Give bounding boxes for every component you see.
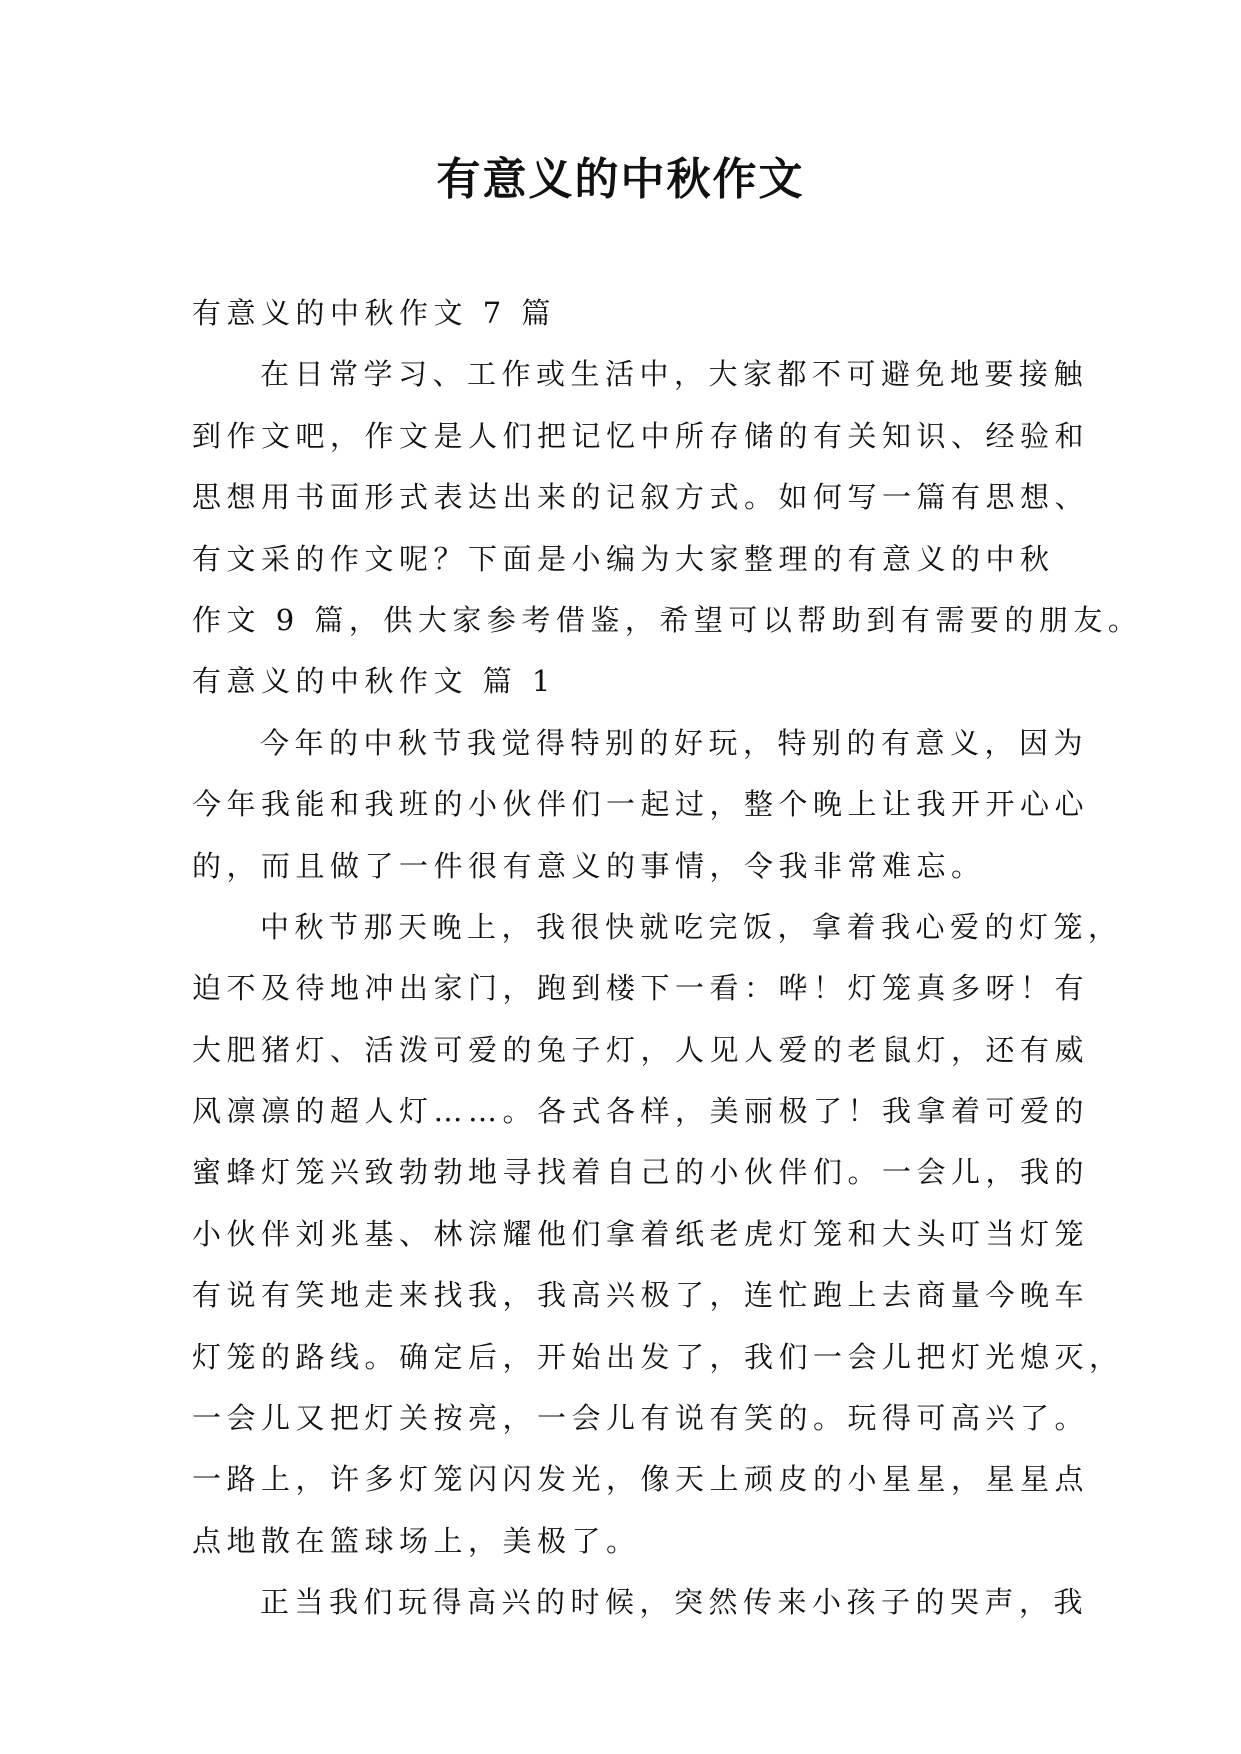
text-line: 点地散在篮球场上，美极了。 [192, 1523, 641, 1558]
text-line: 中秋节那天晚上，我很快就吃完饭，拿着我心爱的灯笼， [260, 909, 1123, 944]
document-body [192, 283, 1143, 1634]
text-line: 灯笼的路线。确定后，开始出发了，我们一会儿把灯光熄灭， [192, 1339, 1124, 1374]
text-line: 有文采的作文呢？下面是小编为大家整理的有意义的中秋 [192, 541, 1055, 576]
text-line: 的，而且做了一件很有意义的事情，令我非常难忘。 [192, 848, 986, 883]
text-line: 有说有笑地走来找我，我高兴极了，连忙跑上去商量今晚车 [192, 1278, 1090, 1313]
text-line: 思想用书面形式表达出来的记叙方式。如何写一篇有思想、 [192, 480, 1090, 515]
text-line: 大肥猪灯、活泼可爱的兔子灯，人见人爱的老鼠灯，还有威 [192, 1032, 1090, 1067]
text-line: 风凛凛的超人灯……。各式各样，美丽极了！我拿着可爱的 [192, 1094, 1090, 1129]
text-line: 作文 9 篇，供大家参考借鉴，希望可以帮助到有需要的朋友。 [192, 602, 1143, 637]
text-line: 到作文吧，作文是人们把记忆中所存储的有关知识、经验和 [192, 418, 1090, 453]
text-line: 一路上，许多灯笼闪闪发光，像天上顽皮的小星星，星星点 [192, 1462, 1090, 1497]
text-line: 今年我能和我班的小伙伴们一起过，整个晚上让我开开心心 [192, 787, 1090, 822]
text-line: 有意义的中秋作文 篇 1 [192, 664, 556, 699]
text-line: 正当我们玩得高兴的时候，突然传来小孩子的哭声，我 [260, 1585, 1089, 1620]
text-line: 一会儿又把灯关按亮，一会儿有说有笑的。玩得可高兴了。 [192, 1401, 1090, 1436]
text-line: 小伙伴刘兆基、林淙耀他们拿着纸老虎灯笼和大头叮当灯笼 [192, 1216, 1090, 1251]
text-line: 今年的中秋节我觉得特别的好玩，特别的有意义，因为 [260, 725, 1089, 760]
text-line: 在日常学习、工作或生活中，大家都不可避免地要接触 [260, 357, 1089, 392]
text-line: 有意义的中秋作文 7 篇 [192, 296, 556, 330]
document-title: 有意义的中秋作文 [436, 154, 805, 205]
text-line: 蜜蜂灯笼兴致勃勃地寻找着自己的小伙伴们。一会儿，我的 [192, 1155, 1090, 1190]
text-line: 迫不及待地冲出家门，跑到楼下一看：哗！灯笼真多呀！有 [192, 971, 1090, 1006]
